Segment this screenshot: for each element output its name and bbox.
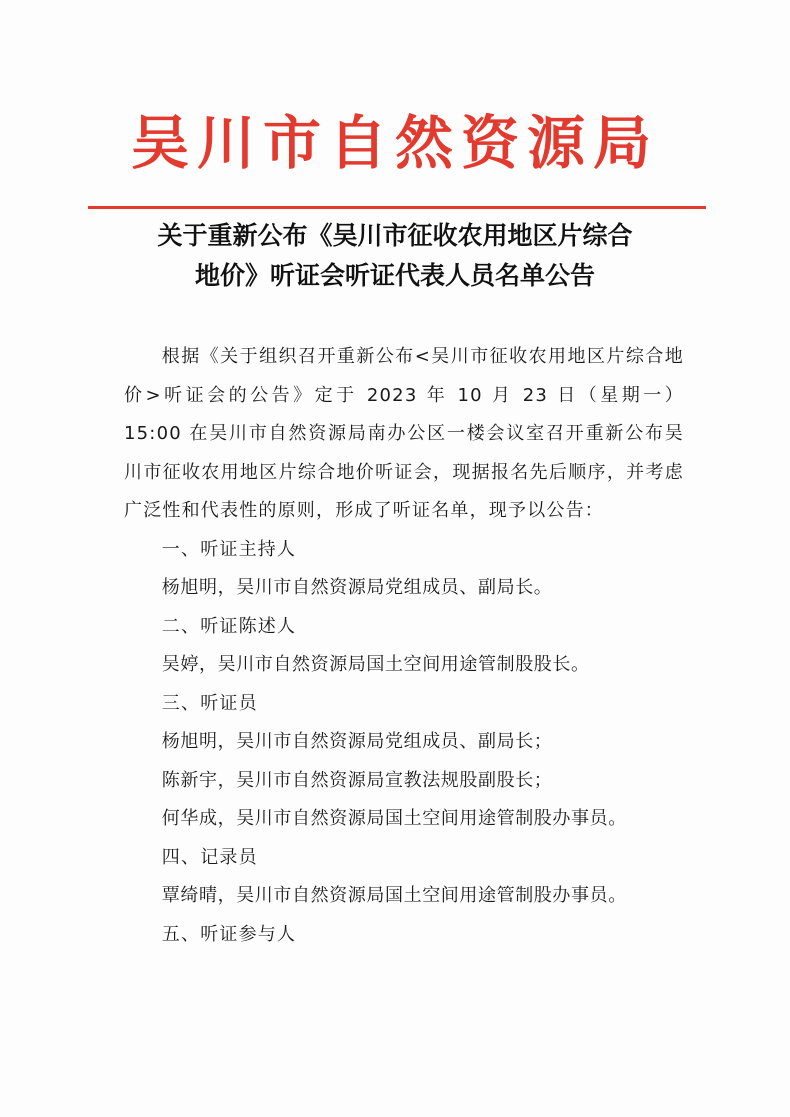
section-heading-recorder: 四、记录员 [161,846,258,868]
section-heading-host: 一、听证主持人 [161,538,297,560]
hearing-officer-entry: 陈新宇，吴川市自然资源局宣教法规股副股长； [161,769,553,791]
intro-paragraph: 根据《关于组织召开重新公布<吴川市征收农用地区片综合地价>听证会的公告》定于 2023 年 10 月 23 日（星期一）15:00 在吴川市自然资源局南办公区一楼会议室召开重新公布吴川市征收农用地区片综合地价听证会，现据报名先后顺序，并考虑广泛性和代表性的原则，形成了听证名单，现予以公告： [124,346,684,521]
section-heading-presenter: 二、听证陈述人 [161,615,297,637]
document-title-line-2: 地价》听证会听证代表人员名单公告 [194,261,595,290]
recorder-entry: 覃绮晴，吴川市自然资源局国土空间用途管制股办事员。 [161,885,627,906]
hearing-officer-entry: 何华成，吴川市自然资源局国土空间用途管制股办事员。 [161,808,627,829]
host-entry: 杨旭明，吴川市自然资源局党组成员、副局长。 [161,577,553,598]
hearing-officer-entry: 杨旭明，吴川市自然资源局党组成员、副局长； [161,731,553,752]
presenter-entry: 吴婷，吴川市自然资源局国土空间用途管制股股长。 [161,654,590,675]
section-heading-participants: 五、听证参与人 [161,923,297,945]
document-title [80,216,710,296]
document-title-line-1: 关于重新公布《吴川市征收农用地区片综合 [157,221,633,250]
letterhead-org-name: 吴川市自然资源局 [130,109,659,177]
document-body [124,338,684,954]
letterhead-red-rule [88,206,706,209]
section-heading-hearing-officers: 三、听证员 [161,692,258,714]
